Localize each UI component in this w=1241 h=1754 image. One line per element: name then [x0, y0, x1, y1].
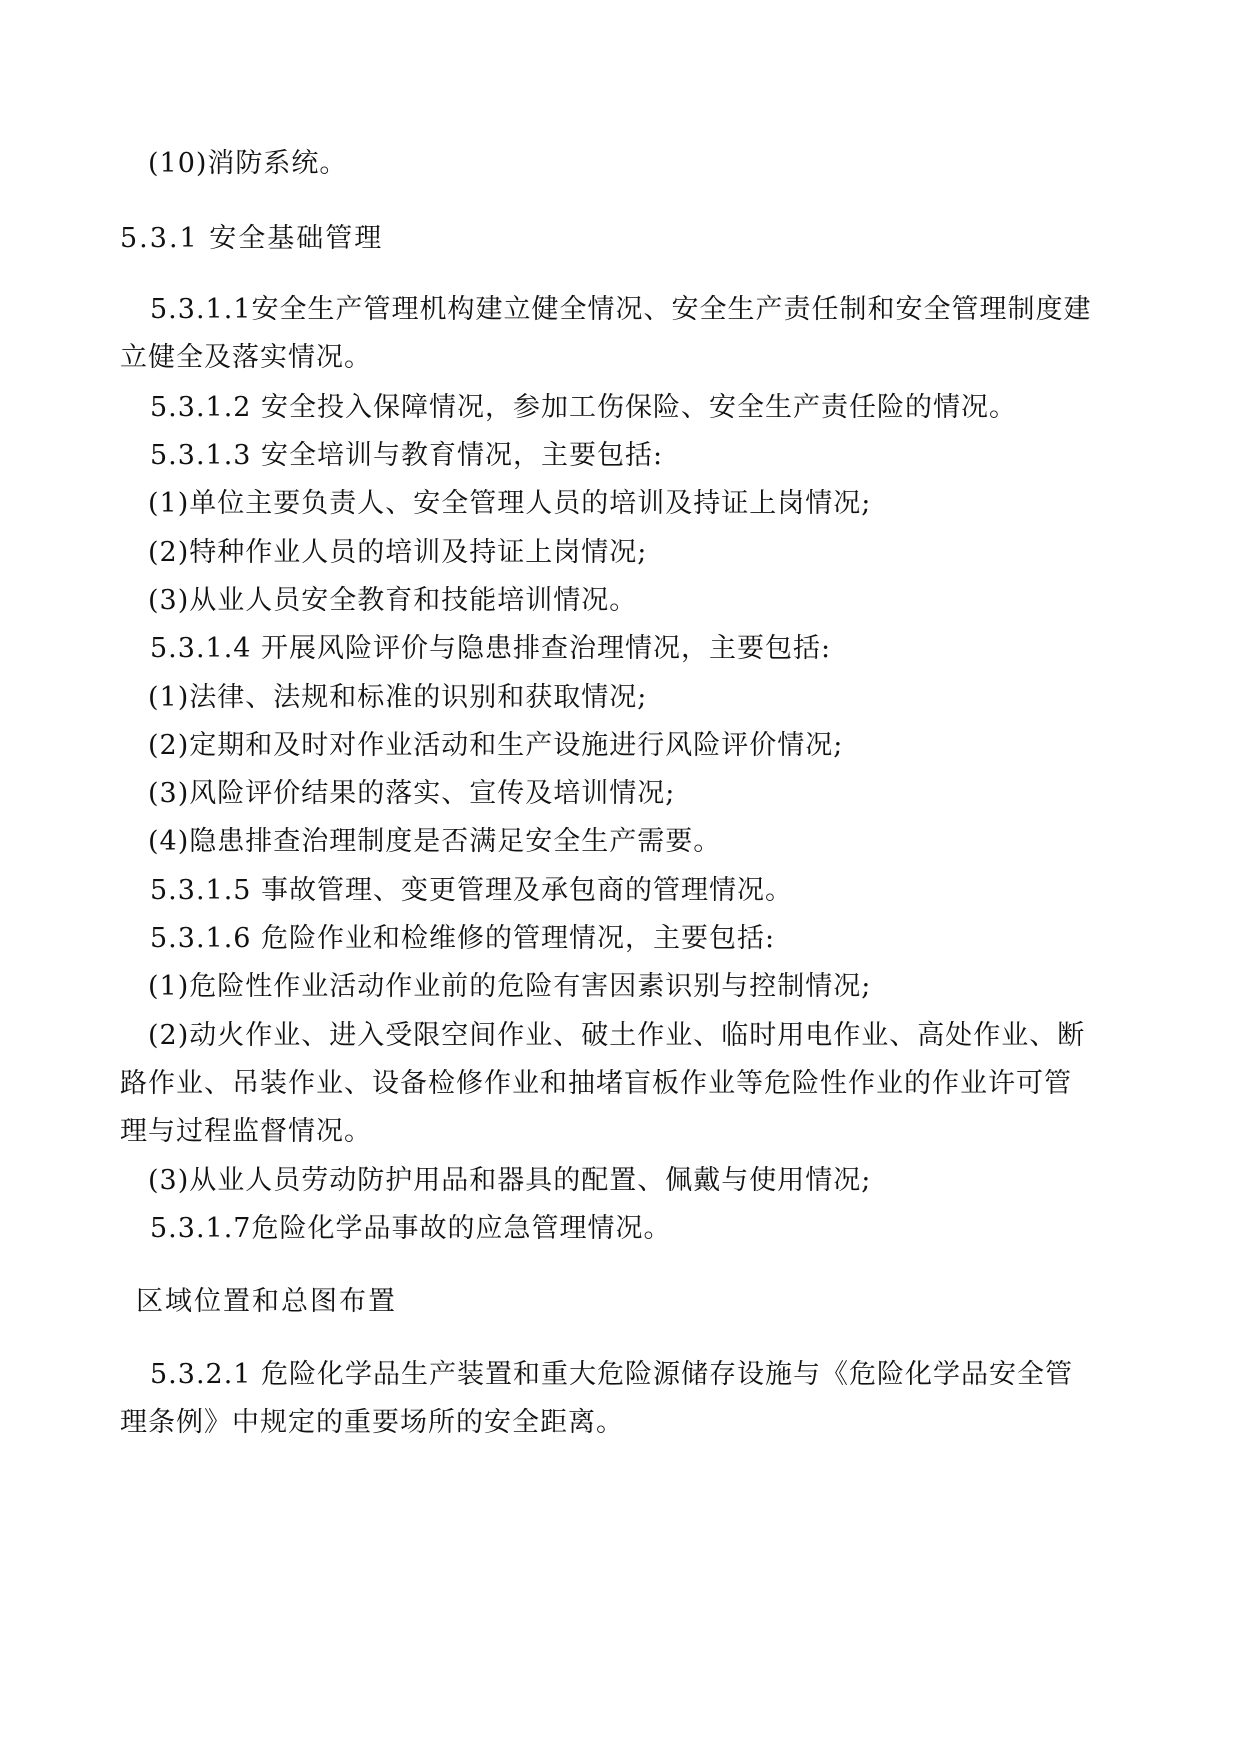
list-item: (3)从业人员劳动防护用品和器具的配置、佩戴与使用情况; — [148, 1165, 872, 1196]
list-item: (4)隐患排查治理制度是否满足安全生产需要。 — [148, 826, 722, 857]
list-item: (3)从业人员安全教育和技能培训情况。 — [148, 585, 638, 616]
section-heading-5-3-1: 5.3.1 安全基础管理 — [120, 223, 384, 254]
clause-5-3-1-3: 5.3.1.3 安全培训与教育情况，主要包括: — [150, 440, 664, 471]
clause-5-3-1-6: 5.3.1.6 危险作业和检维修的管理情况，主要包括: — [150, 923, 776, 954]
list-item: (1)法律、法规和标准的识别和获取情况; — [148, 682, 648, 713]
clause-5-3-1-5: 5.3.1.5 事故管理、变更管理及承包商的管理情况。 — [150, 875, 794, 906]
list-item: (3)风险评价结果的落实、宣传及培训情况; — [148, 778, 676, 809]
clause-5-3-1-1-cont: 立健全及落实情况。 — [120, 342, 372, 373]
clause-5-3-2-1: 5.3.2.1 危险化学品生产装置和重大危险源储存设施与《危险化学品安全管 — [150, 1359, 1074, 1390]
list-item: (2)特种作业人员的培训及持证上岗情况; — [148, 537, 648, 568]
clause-5-3-1-4: 5.3.1.4 开展风险评价与隐患排查治理情况，主要包括: — [150, 633, 832, 664]
section-heading-area-layout: 区域位置和总图布置 — [136, 1286, 397, 1317]
list-item-cont: 路作业、吊装作业、设备检修作业和抽堵盲板作业等危险性作业的作业许可管 — [120, 1068, 1072, 1099]
clause-5-3-1-7: 5.3.1.7危险化学品事故的应急管理情况。 — [150, 1213, 672, 1244]
clause-5-3-1-1: 5.3.1.1安全生产管理机构建立健全情况、安全生产责任制和安全管理制度建 — [150, 294, 1092, 325]
list-item: (2)定期和及时对作业活动和生产设施进行风险评价情况; — [148, 730, 844, 761]
list-item: (2)动火作业、进入受限空间作业、破土作业、临时用电作业、高处作业、断 — [148, 1020, 1086, 1051]
list-item: (1)危险性作业活动作业前的危险有害因素识别与控制情况; — [148, 971, 872, 1002]
clause-5-3-1-2: 5.3.1.2 安全投入保障情况，参加工伤保险、安全生产责任险的情况。 — [150, 392, 1018, 423]
list-item-fire-system: (10)消防系统。 — [148, 148, 348, 179]
list-item: (1)单位主要负责人、安全管理人员的培训及持证上岗情况; — [148, 488, 872, 519]
list-item-cont: 理与过程监督情况。 — [120, 1116, 372, 1147]
clause-5-3-2-1-cont: 理条例》中规定的重要场所的安全距离。 — [120, 1407, 624, 1438]
